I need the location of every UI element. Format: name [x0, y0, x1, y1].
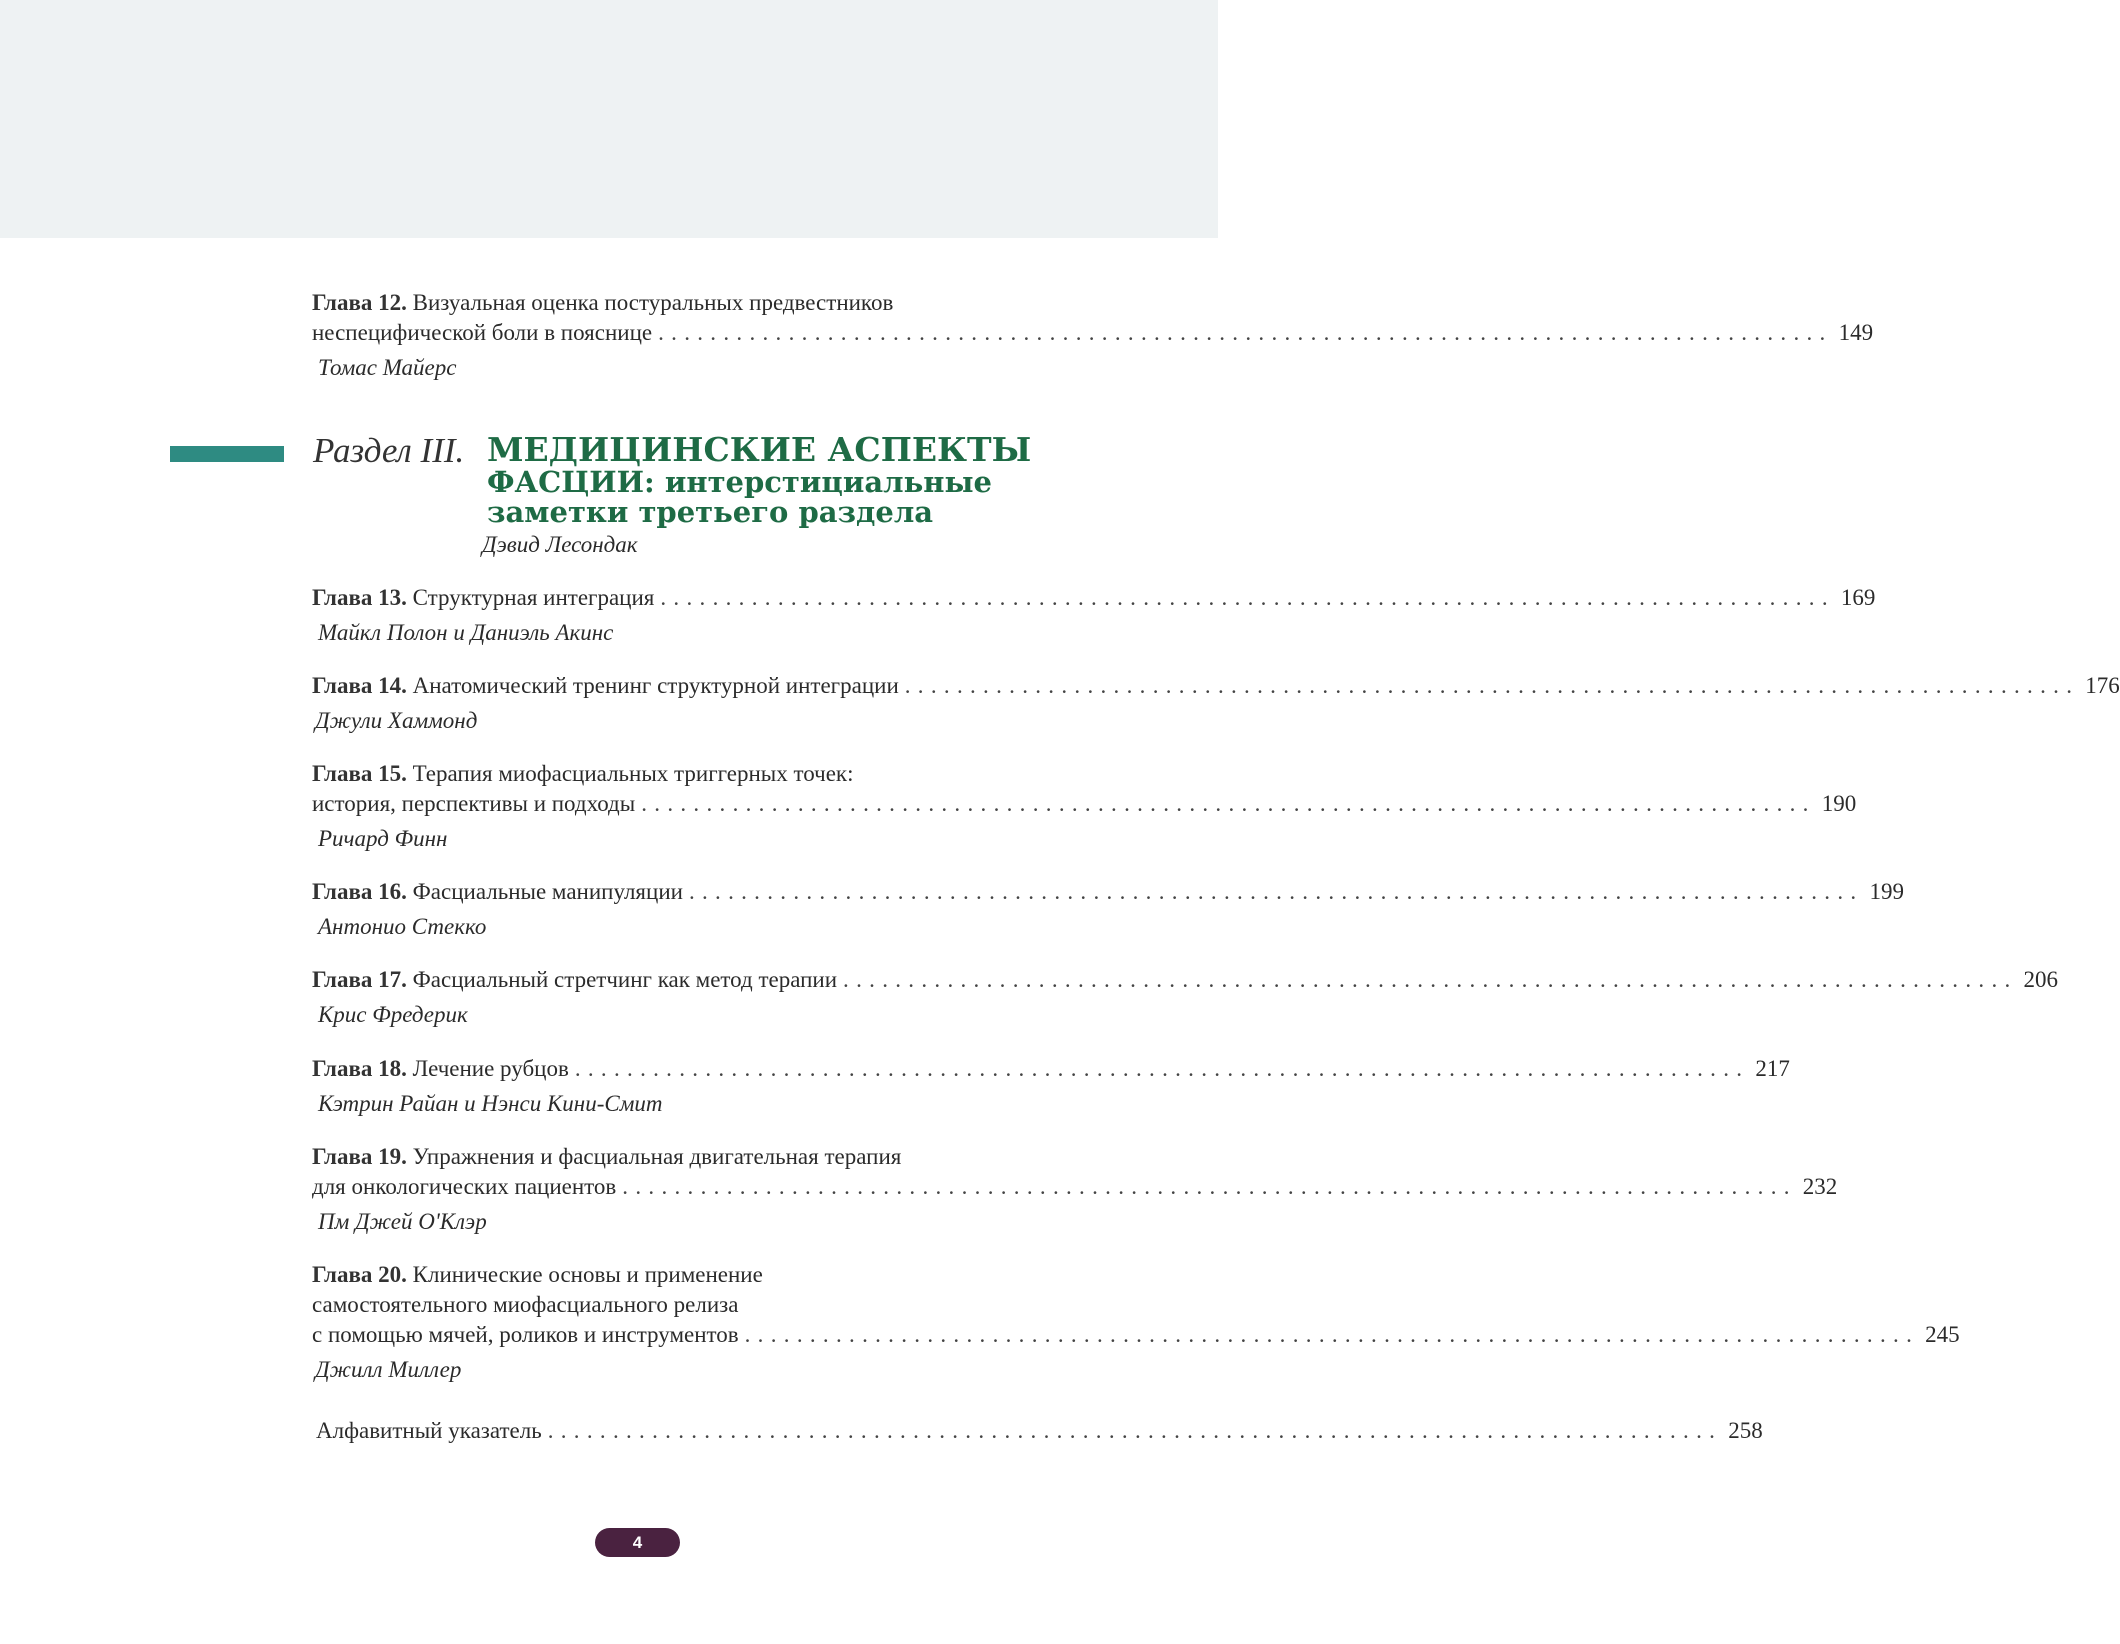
ch14-title: Анатомический тренинг структурной интеграции	[412, 673, 899, 698]
ch19-title-line2: для онкологических пациентов	[312, 1174, 617, 1199]
section-accent-bar	[170, 446, 284, 462]
ch19-entry[interactable]	[312, 1172, 1838, 1202]
ch20-label: Глава 20.	[312, 1262, 407, 1287]
ch13-title: Структурная интеграция	[412, 585, 655, 610]
dot-leader: ..........................................................................................	[660, 585, 1835, 610]
ch13-entry[interactable]	[312, 583, 1876, 613]
ch12-title-line2: неспецифической боли в пояснице	[312, 320, 653, 345]
dot-leader: ..........................................................................................	[622, 1174, 1797, 1199]
ch13-page: 169	[1840, 585, 1876, 610]
dot-leader: ..........................................................................................	[744, 1322, 1920, 1347]
ch13-author: Майкл Полон и Даниэль Акинс	[318, 620, 614, 645]
ch20-author: Джилл Миллер	[315, 1357, 462, 1382]
dot-leader: ..........................................................................................	[574, 1056, 1750, 1081]
ch12-label: Глава 12.	[312, 290, 407, 315]
ch14-label: Глава 14.	[312, 673, 407, 698]
ch16-author: Антонио Стекко	[318, 914, 487, 939]
page-number-badge: 4	[595, 1528, 680, 1557]
ch17-page: 206	[2023, 967, 2059, 992]
ch18-title: Лечение рубцов	[412, 1056, 569, 1081]
ch12-entry[interactable]	[312, 318, 1874, 348]
top-band	[0, 0, 1218, 238]
index-page: 258	[1728, 1418, 1763, 1443]
ch18-page: 217	[1755, 1056, 1790, 1081]
ch15-line1	[312, 759, 1106, 789]
ch12-line1	[312, 288, 1106, 318]
ch18-label: Глава 18.	[312, 1056, 407, 1081]
ch19-title-line1: Упражнения и фасциальная двигательная терапия	[412, 1144, 902, 1169]
ch12-author: Томас Майерс	[318, 355, 457, 380]
dot-leader: ..........................................................................................	[843, 967, 2018, 992]
ch17-author: Крис Фредерик	[318, 1002, 468, 1027]
ch17-entry[interactable]	[312, 965, 2059, 995]
index-title: Алфавитный указатель	[316, 1418, 542, 1443]
ch19-label: Глава 19.	[312, 1144, 407, 1169]
ch18-entry[interactable]	[312, 1054, 1790, 1084]
ch19-line1	[312, 1142, 1106, 1172]
ch15-title-line1: Терапия миофасциальных триггерных точек:	[412, 761, 854, 786]
ch20-title-line3: с помощью мячей, роликов и инструментов	[312, 1322, 739, 1347]
dot-leader: ..........................................................................................	[904, 673, 2080, 698]
dot-leader: ..........................................................................................	[688, 879, 1864, 904]
ch20-entry[interactable]	[312, 1320, 1960, 1350]
ch15-page: 190	[1821, 791, 1857, 816]
ch17-title: Фасциальный стретчинг как метод терапии	[412, 967, 838, 992]
section-title-line1: МЕДИЦИНСКИЕ АСПЕКТЫ	[487, 430, 1032, 469]
ch20-line1	[312, 1260, 1106, 1290]
ch16-title: Фасциальные манипуляции	[412, 879, 683, 904]
dot-leader: ..........................................................................................	[547, 1418, 1723, 1443]
ch15-entry[interactable]	[312, 789, 1857, 819]
index-entry[interactable]	[316, 1416, 1763, 1446]
ch19-page: 232	[1802, 1174, 1838, 1199]
dot-leader: ..........................................................................................	[658, 320, 1833, 345]
section-author: Дэвид Лесондак	[482, 532, 638, 557]
ch14-entry[interactable]	[312, 671, 2120, 701]
ch16-entry[interactable]	[312, 877, 1904, 907]
ch19-author: Пм Джей О'Клэр	[318, 1209, 487, 1234]
ch20-page: 245	[1925, 1322, 1960, 1347]
section-title-line3: заметки третьего раздела	[487, 495, 934, 529]
section-title-line2: ФАСЦИИ: интерстициальные	[487, 465, 993, 499]
ch20-title-line2: самостоятельного миофасциального релиза	[312, 1292, 739, 1317]
section-label: Раздел III.	[313, 431, 465, 470]
ch15-label: Глава 15.	[312, 761, 407, 786]
ch13-label: Глава 13.	[312, 585, 407, 610]
dot-leader: ..........................................................................................	[641, 791, 1816, 816]
ch12-page: 149	[1838, 320, 1874, 345]
ch14-page: 176	[2085, 673, 2120, 698]
ch18-author: Кэтрин Райан и Нэнси Кини-Смит	[318, 1091, 663, 1116]
ch15-title-line2: история, перспективы и подходы	[312, 791, 636, 816]
ch16-page: 199	[1869, 879, 1904, 904]
ch16-label: Глава 16.	[312, 879, 407, 904]
ch15-author: Ричард Финн	[318, 826, 448, 851]
ch14-author: Джули Хаммонд	[315, 708, 478, 733]
ch12-title-line1: Визуальная оценка постуральных предвестников	[412, 290, 894, 315]
ch20-title-line1: Клинические основы и применение	[412, 1262, 763, 1287]
ch17-label: Глава 17.	[312, 967, 407, 992]
